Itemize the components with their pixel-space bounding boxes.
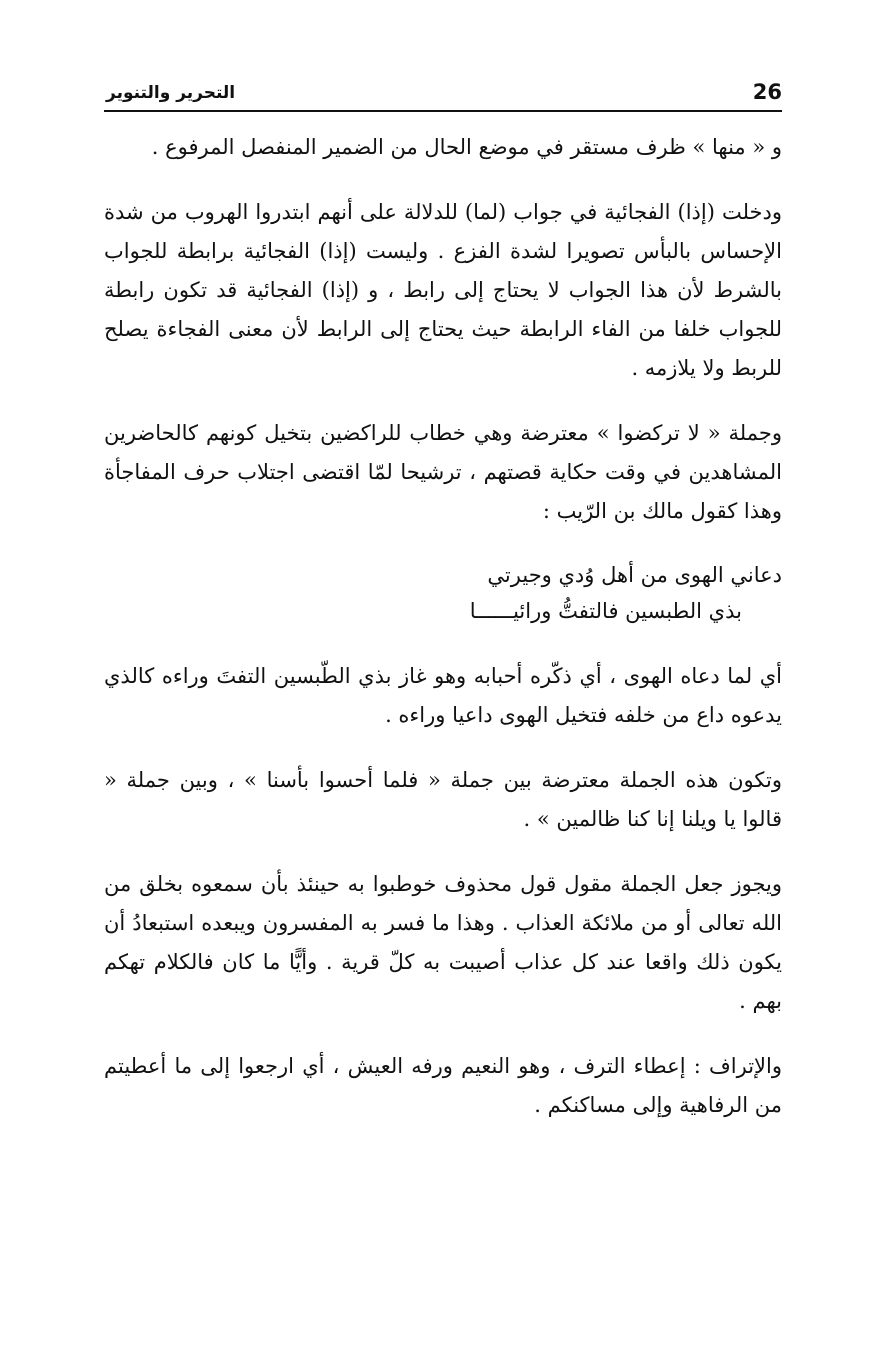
paragraph-4: أي لما دعاه الهوى ، أي ذكّره أحبابه وهو غاز بذي الطّبسين التفتَ وراءه كالذي يدعوه داع من خلفه فتخيل الهوى داعيا وراءه .: [104, 664, 782, 727]
page-body: [104, 128, 782, 1151]
paragraph-6: ويجوز جعل الجملة مقول قول محذوف خوطبوا به حينئذ بأن سمعوه بخلق من الله تعالى أو من ملائكة العذاب . وهذا ما فسر به المفسرون ويبعده استبعادُ أن يكون ذلك واقعا عند كل عذاب أصيبت به كلّ قرية . وأيًّا ما كان فالكلام تهكم بهم .: [104, 872, 782, 1013]
verse-line-2: بذي الطبسين فالتفتُّ ورائيــــــا: [469, 599, 742, 623]
running-title: التحرير والتنوير: [106, 83, 236, 103]
poetry-verse: [104, 557, 782, 629]
paragraph-2: ودخلت (إذا) الفجائية في جواب (لما) للدلالة على أنهم ابتدروا الهروب من شدة الإحساس بالبأس تصويرا لشدة الفزع . وليست (إذا) الفجائية برابطة للجواب بالشرط لأن هذا الجواب لا يحتاج إلى رابط ، و (إذا) الفجائية قد تكون رابطة للجواب خلفا من الفاء الرابطة حيث يحتاج إلى الرابط لأن معنى الفجاءة يصلح للربط ولا يلازمه .: [104, 200, 782, 380]
page-number: 26: [752, 80, 782, 104]
page-header: [104, 78, 782, 112]
verse-line-1: دعاني الهوى من أهل وُدي وجيرتي: [487, 563, 782, 587]
paragraph-1: و « منها » ظرف مستقر في موضع الحال من الضمير المنفصل المرفوع .: [151, 135, 782, 159]
paragraph-7: والإتراف : إعطاء الترف ، وهو النعيم ورفه العيش ، أي ارجعوا إلى ما أعطيتم من الرفاهية وإلى مساكنكم .: [104, 1054, 782, 1117]
paragraph-5: وتكون هذه الجملة معترضة بين جملة « فلما أحسوا بأسنا » ، وبين جملة « قالوا يا ويلنا إنا كنا ظالمين » .: [104, 768, 782, 831]
paragraph-3: وجملة « لا تركضوا » معترضة وهي خطاب للراكضين بتخيل كونهم كالحاضرين المشاهدين في وقت حكاية قصتهم ، ترشيحا لمّا اقتضى اجتلاب حرف المفاجأة وهذا كقول مالك بن الرّيب :: [104, 421, 782, 523]
